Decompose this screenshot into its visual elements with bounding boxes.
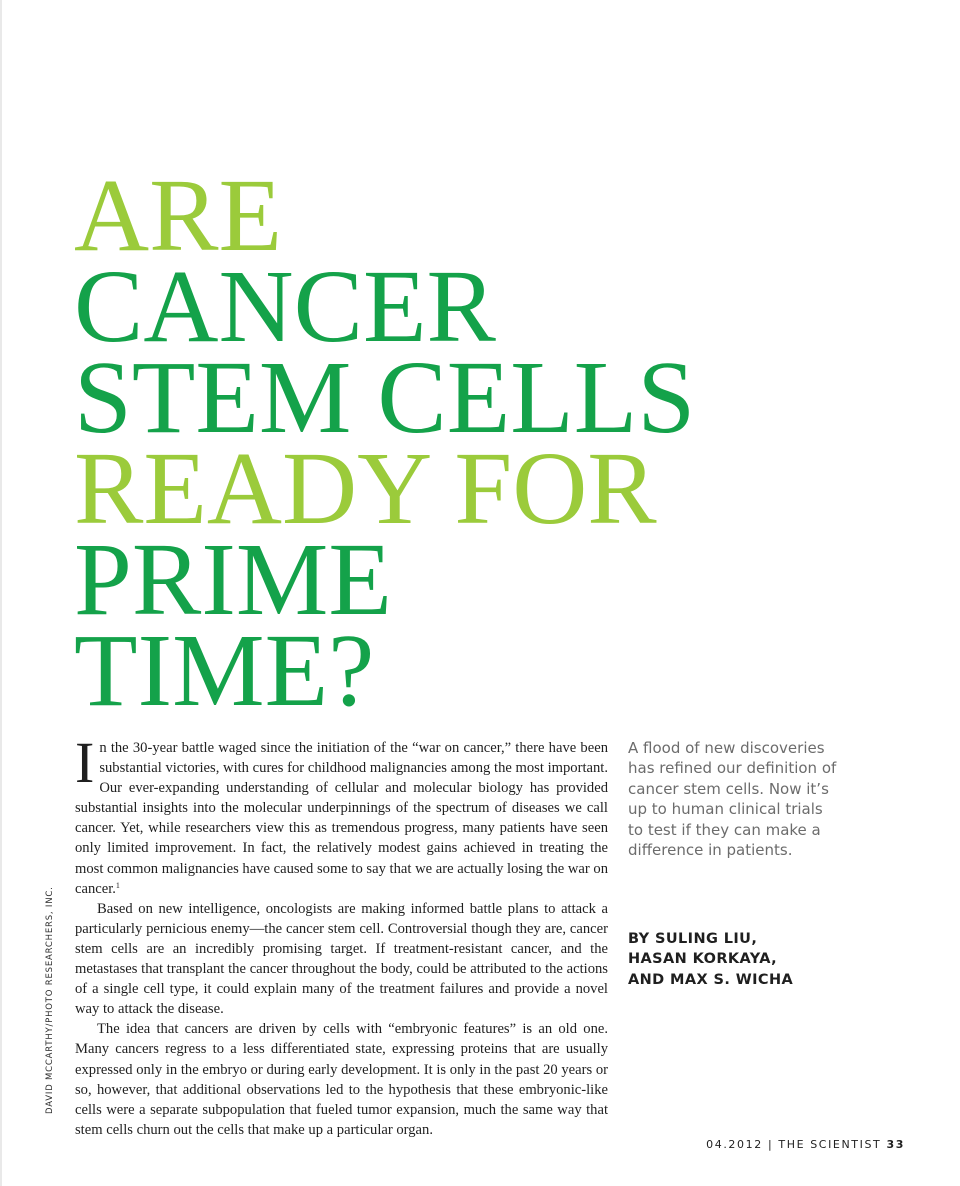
headline-line-1: ARE [74, 158, 282, 273]
folio-magazine: THE SCIENTIST [778, 1138, 882, 1151]
body-paragraph-1-text: n the 30-year battle waged since the initiation of the “war on cancer,” there have been substantial victories, with cures for childhood malignancies among the most important. Our ever-expanding understanding of cellular and molecular biology has provided substantial insights into the molecular underpinnings of the spectrum of diseases we call cancer. Yet, while researchers view this as tremendous progress, many patients have seen only limited improvement. In fact, the relatively modest gains achieved in treating the most common malignancies have caused some to say that we are actually losing the war on cancer. [75, 740, 608, 897]
byline-line-2: HASAN KORKAYA, [628, 951, 778, 968]
body-paragraph-2: Based on new intelligence, oncologists are making informed battle plans to attack a particularly pernicious enemy—the cancer stem cell. Controversial though they are, cancer stem cells are an incredibly promising target. If treatment-resistant cancer, and the metastases that transplant the cancer throughout the body, could be attributed to the actions of a single cell type, it could explain many of the treatment failures and provide a novel way to attack the disease. [75, 900, 608, 1018]
article-headline [74, 158, 696, 728]
headline-line-3: STEM CELLS [74, 340, 696, 455]
drop-cap: I [75, 730, 95, 795]
article-deck: A flood of new discoveries has refined our definition of cancer stem cells. Now it’s up to human clinical trials to test if they can make a difference in patients. [628, 739, 837, 860]
article-body [75, 730, 608, 1140]
article-byline [628, 929, 848, 990]
body-paragraph-3: The idea that cancers are driven by cells with “embryonic features” is an old one. Many cancers regress to a less differentiated state, expressing proteins that are usually expressed only in the embryo or during early development. It is only in the past 20 years or so, however, that additional observations led to the hypothesis that these embryonic-like cells were a separate subpopulation that fueled tumor expansion, much the same way that stem cells churn out the cells that make up a particular organ. [75, 1021, 608, 1138]
folio-separator: | [767, 1138, 774, 1151]
headline-line-6: TIME? [74, 613, 375, 728]
byline-line-3: AND MAX S. WICHA [628, 971, 794, 988]
headline-line-5: PRIME [74, 522, 392, 637]
page-edge [0, 0, 2, 1186]
folio-page-number: 33 [886, 1138, 905, 1151]
photo-credit: DAVID MCCARTHY/PHOTO RESEARCHERS, INC. [45, 886, 55, 1114]
headline-line-2: CANCER [74, 249, 496, 364]
footnote-marker[interactable]: 1 [115, 880, 120, 890]
folio-date: 04.2012 [706, 1138, 763, 1151]
headline-line-4: READY FOR [74, 431, 657, 546]
body-paragraph-1 [75, 730, 608, 899]
byline-line-1: BY SULING LIU, [628, 931, 758, 947]
page-folio [706, 1138, 905, 1151]
